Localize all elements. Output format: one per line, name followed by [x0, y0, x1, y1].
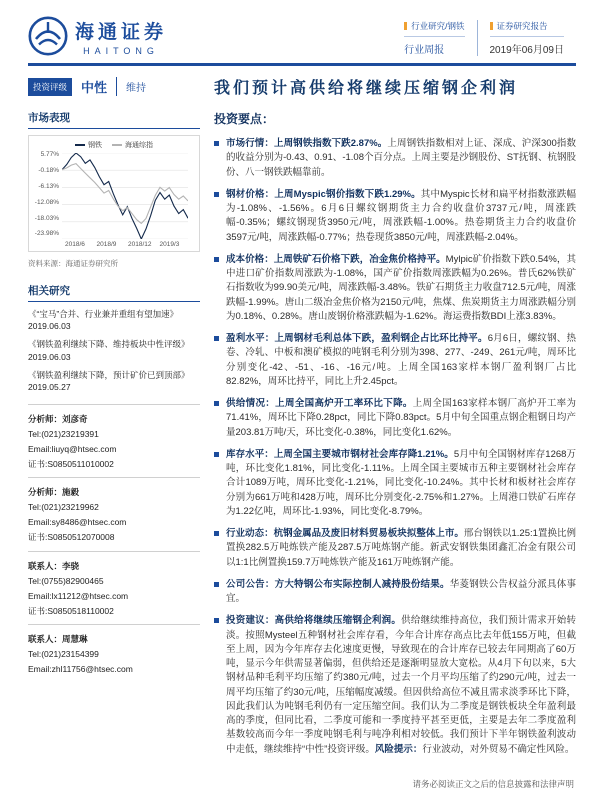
y-tick-label: -18.03% — [34, 214, 59, 222]
legend-item — [75, 140, 102, 150]
market-performance-header: 市场表现 — [28, 110, 200, 129]
category-row — [404, 20, 464, 32]
analyst-tel: Tel:(021)23219962 — [28, 502, 99, 513]
keypoint-body: 上周全国163家样本钢厂高炉开工率为71.41%，周环比下降0.28pct，同比下降0.83pct。5月中旬全国重点钢企粗钢日均产量203.81万吨/天，环比变化-0.38%，同比变化1.62%。 — [226, 398, 576, 438]
report-header — [28, 16, 576, 56]
keypoint-body: 邢台钢铁以1.25:1置换比例置换282.5万吨炼铁产能及287.5万吨炼钢产能。新武安钢铁集团鑫汇冶金有限公司以1:1比例置换159.7万吨炼铁产能及161万吨炼钢产能。 — [226, 528, 576, 568]
keypoint-item — [214, 332, 576, 389]
x-tick-label: 2018/9 — [96, 241, 117, 248]
keypoint-lead: 投资建议：高供给将继续压缩钢企利润。 — [226, 615, 402, 627]
related-research-item — [28, 308, 200, 331]
keypoint-item — [214, 397, 576, 440]
keypoint-lead: 钢材价格：上周Myspic钢价指数下跌1.29%。 — [226, 188, 421, 200]
related-research-date: 2019.06.03 — [28, 351, 71, 362]
report-date: 2019年06月09日 — [490, 36, 565, 56]
keypoint-item — [214, 527, 576, 570]
keypoint-item — [214, 448, 576, 519]
key-points-header: 投资要点： — [214, 112, 275, 126]
brand-name-en: HAITONG — [83, 45, 159, 56]
header-category-block — [392, 20, 476, 56]
header-meta — [392, 20, 576, 56]
risk-body: 行业波动，对外贸易不确定性风险。 — [422, 743, 575, 755]
keypoint-lead: 公司公告：方大特钢公布实际控制人减持股份结果。 — [226, 578, 450, 590]
chart-series-海通综指 — [62, 164, 188, 224]
analyst-block — [28, 624, 200, 683]
x-tick-label: 2019/3 — [159, 241, 180, 248]
rating-value: 中性 — [72, 77, 117, 96]
related-research-header: 相关研究 — [28, 283, 200, 302]
chart-legend — [32, 140, 196, 150]
keypoint-item — [214, 253, 576, 324]
related-research-date: 2019.05.27 — [28, 381, 71, 392]
analyst-block — [28, 551, 200, 625]
keypoint-body: 上周钢铁指数相对上证、深成、沪深300指数的收益分别为-0.43、0.91、-1.08个百分点。上周主要是沙钢股份、ST抚钢、杭钢股份、八一钢铁跌幅靠前。 — [226, 138, 577, 178]
related-research-title: 《钢铁盈利继续下降、维持板块中性评级》 — [28, 339, 190, 350]
sidebar — [28, 110, 200, 765]
analyst-email: Email:zhl11756@htsec.com — [28, 664, 133, 675]
legend-label: 海通综指 — [125, 142, 153, 149]
orange-marker-icon — [404, 22, 407, 30]
related-research-item — [28, 338, 200, 361]
legend-swatch — [75, 144, 85, 146]
report-label-row — [490, 20, 565, 32]
y-tick-label: -23.98% — [34, 230, 59, 238]
header-report-block — [477, 20, 577, 56]
disclaimer-footer: 请务必阅读正文之后的信息披露和法律声明 — [412, 779, 574, 789]
keypoint-item — [214, 578, 576, 607]
chart-series-钢铁 — [62, 153, 188, 239]
report-type: 行业周报 — [404, 36, 464, 56]
keypoint-lead: 供给情况：上周全国高炉开工率环比下降。 — [226, 398, 413, 409]
x-tick-label: 2018/6 — [65, 241, 85, 248]
keypoint-body: 6月6日，螺纹钢、热卷、冷轧、中板和澳矿模拟的吨钢毛利分别为398、277、-249、261元/吨，周环比分别变化-42、-51、-16、-16元/吨。上周全国163家样本钢厂盈利钢厂占比82.82%，周环比持平，同比上升2.45pct。 — [226, 333, 576, 387]
analyst-cert: 证书:S0850518110002 — [28, 605, 114, 616]
market-chart-plot — [62, 153, 188, 239]
y-tick-label: -6.13% — [38, 182, 59, 190]
related-research-item — [28, 369, 200, 392]
y-tick-label: -12.08% — [34, 198, 59, 206]
keypoint-body: 其中Myspic长材和扁平材指数涨跌幅为-1.08%、-1.56%。6月6日螺纹钢期货主力合约收盘价3737元/吨，周涨跌幅-0.35%；螺纹钢现货3950元/吨，周涨跌幅-1.00%。热卷期货主力合约收盘价3597元/吨，周涨跌幅-0.77%；热卷现货3850元/吨，周涨跌幅-2.04%。 — [226, 188, 576, 243]
related-research-list — [28, 308, 200, 392]
analyst-block — [28, 404, 200, 478]
chart-y-axis-labels — [32, 153, 62, 239]
keypoint-lead: 盈利水平：上周钢材毛利总体下跌，盈利钢企占比环比持平。 — [226, 333, 488, 344]
keypoint-body: 供给继续维持高位，我们预计需求开始转淡。按照Mysteel五种钢材社会库存看，今年合计库存高点比去年低155万吨，但截至上周，因为今年库存去化速度更慢，导致现在的合计库存已较去年同期高了60万吨，显示今年供需显著偏弱，但供给还是逐渐明显放大宽松。从4月下旬以来，5大钢材品种毛利平均压缩了约380元/吨，过去一个月平均压缩了约290元/吨，过去一周平均压缩了约30元/吨，压缩幅度减缓。但因供给高位不减且需求淡季环比下降，因此我们认为吨钢毛利仍有一定压缩空间。我们认为二季度是钢铁板块全年盈利最高的季度，但同比看，二季度可能和一季度持平甚至更低，主要是去年二季度盈利基数较高而今年一季度吨钢毛利与吨净利相对较低。我们预计下半年钢铁盈利波动中走低，继续维持“中性”投资评级。 — [226, 615, 576, 755]
analyst-name: 联系人：周慧琳 — [28, 634, 88, 645]
chart-source-note: 资料来源：海通证券研究所 — [28, 259, 118, 268]
main-content — [214, 110, 576, 765]
y-tick-label: -0.18% — [38, 166, 59, 174]
chart-body — [32, 153, 196, 239]
report-label: 证券研究报告 — [496, 21, 548, 31]
analyst-contact-list — [28, 404, 200, 683]
keypoint-item — [214, 137, 576, 180]
header-divider — [28, 63, 576, 66]
keypoint-lead: 市场行情：上周钢铁指数下跌2.87%。 — [226, 138, 388, 149]
legend-swatch — [112, 144, 122, 146]
haitong-logo — [28, 16, 167, 56]
haitong-logo-icon — [28, 16, 68, 56]
analyst-name: 联系人：李骁 — [28, 560, 80, 571]
report-category: 行业研究/钢铁 — [411, 21, 465, 31]
keypoint-body: 5月中旬全国钢材库存1268万吨，环比变化1.81%，同比变化-1.11%。上周全国主要城市五种主要钢材社会库存合计1089万吨，周环比变化-1.21%，同比变化-10.24%。其中长材和板材社会库存分别为661万吨和428万吨，周环比分别变化-2.75%和1.27%。上周港口铁矿石库存为1.22亿吨，周环比-1.93%，同比变化-8.79%。 — [226, 448, 577, 517]
orange-marker-icon — [490, 22, 493, 30]
analyst-name: 分析师：刘彦奇 — [28, 413, 88, 424]
keypoint-item — [214, 188, 576, 245]
chart-x-axis-labels — [65, 239, 191, 249]
keypoint-lead: 成本价格：上周铁矿石价格下跌，冶金焦价格持平。 — [226, 253, 446, 265]
page-title: 我们预计高供给将继续压缩钢企利润 — [214, 80, 519, 97]
analyst-name: 分析师：施毅 — [28, 487, 80, 498]
analyst-tel: Tel:(0755)82900465 — [28, 575, 104, 586]
rating-status: 维持 — [126, 83, 147, 94]
analyst-tel: Tel:(021)23219391 — [28, 428, 99, 439]
analyst-email: Email:sy8486@htsec.com — [28, 517, 127, 528]
keypoint-item — [214, 614, 576, 757]
key-points-list — [214, 137, 576, 757]
analyst-cert: 证书:S0850512070008 — [28, 532, 115, 543]
legend-item — [112, 140, 153, 150]
content-columns — [28, 110, 576, 765]
investment-rating — [28, 77, 200, 96]
risk-lead: 风险提示： — [374, 743, 423, 755]
title-row — [28, 75, 576, 98]
analyst-block — [28, 477, 200, 551]
analyst-email: Email:liuyq@htsec.com — [28, 443, 117, 454]
x-tick-label: 2018/12 — [128, 241, 152, 248]
y-tick-label: 5.77% — [40, 151, 59, 158]
related-research-title: 《钢铁盈利继续下降，预计矿价已到顶部》 — [28, 369, 190, 380]
legend-label: 钢铁 — [88, 142, 102, 149]
keypoint-body: Mylpic矿价指数下跌0.54%，其中进口矿价指数周涨跌为-1.08%，国产矿价指数周涨跌幅为0.26%。普氏62%铁矿石指数收为99.90美元/吨，周涨跌幅-3.48%。铁矿石期货主力收盘712.5元/吨，周涨跌幅-1.99%。唐山二级冶金焦价格为2150元/吨，焦煤、焦炭期货主力周涨跌幅分别为0.18%、0.28%。唐山废钢价格涨跌幅为-1.62%。海运费指数BDI上涨3.83%。 — [226, 253, 576, 322]
brand-name-cn: 海通证券 — [75, 21, 168, 43]
related-research-title: 《“宝马”合并、行业兼并重组有望加速》 — [28, 309, 179, 319]
brand-text — [75, 17, 167, 56]
analyst-cert: 证书:S0850511010002 — [28, 458, 114, 469]
keypoint-lead: 行业动态：杭钢金属品及废旧材料贸易板块拟整体上市。 — [226, 528, 464, 539]
market-performance-chart — [28, 135, 200, 252]
keypoint-lead: 库存水平：上周全国主要城市钢材社会库存降1.21%。 — [226, 448, 454, 460]
keypoint-body: 华菱钢铁公告权益分派具体事宜。 — [226, 578, 576, 604]
analyst-tel: Tel:(021)23154399 — [28, 649, 99, 660]
rating-label: 投资评级 — [28, 78, 72, 96]
analyst-email: Email:lx11212@htsec.com — [28, 590, 129, 601]
related-research-date: 2019.06.03 — [28, 321, 71, 332]
